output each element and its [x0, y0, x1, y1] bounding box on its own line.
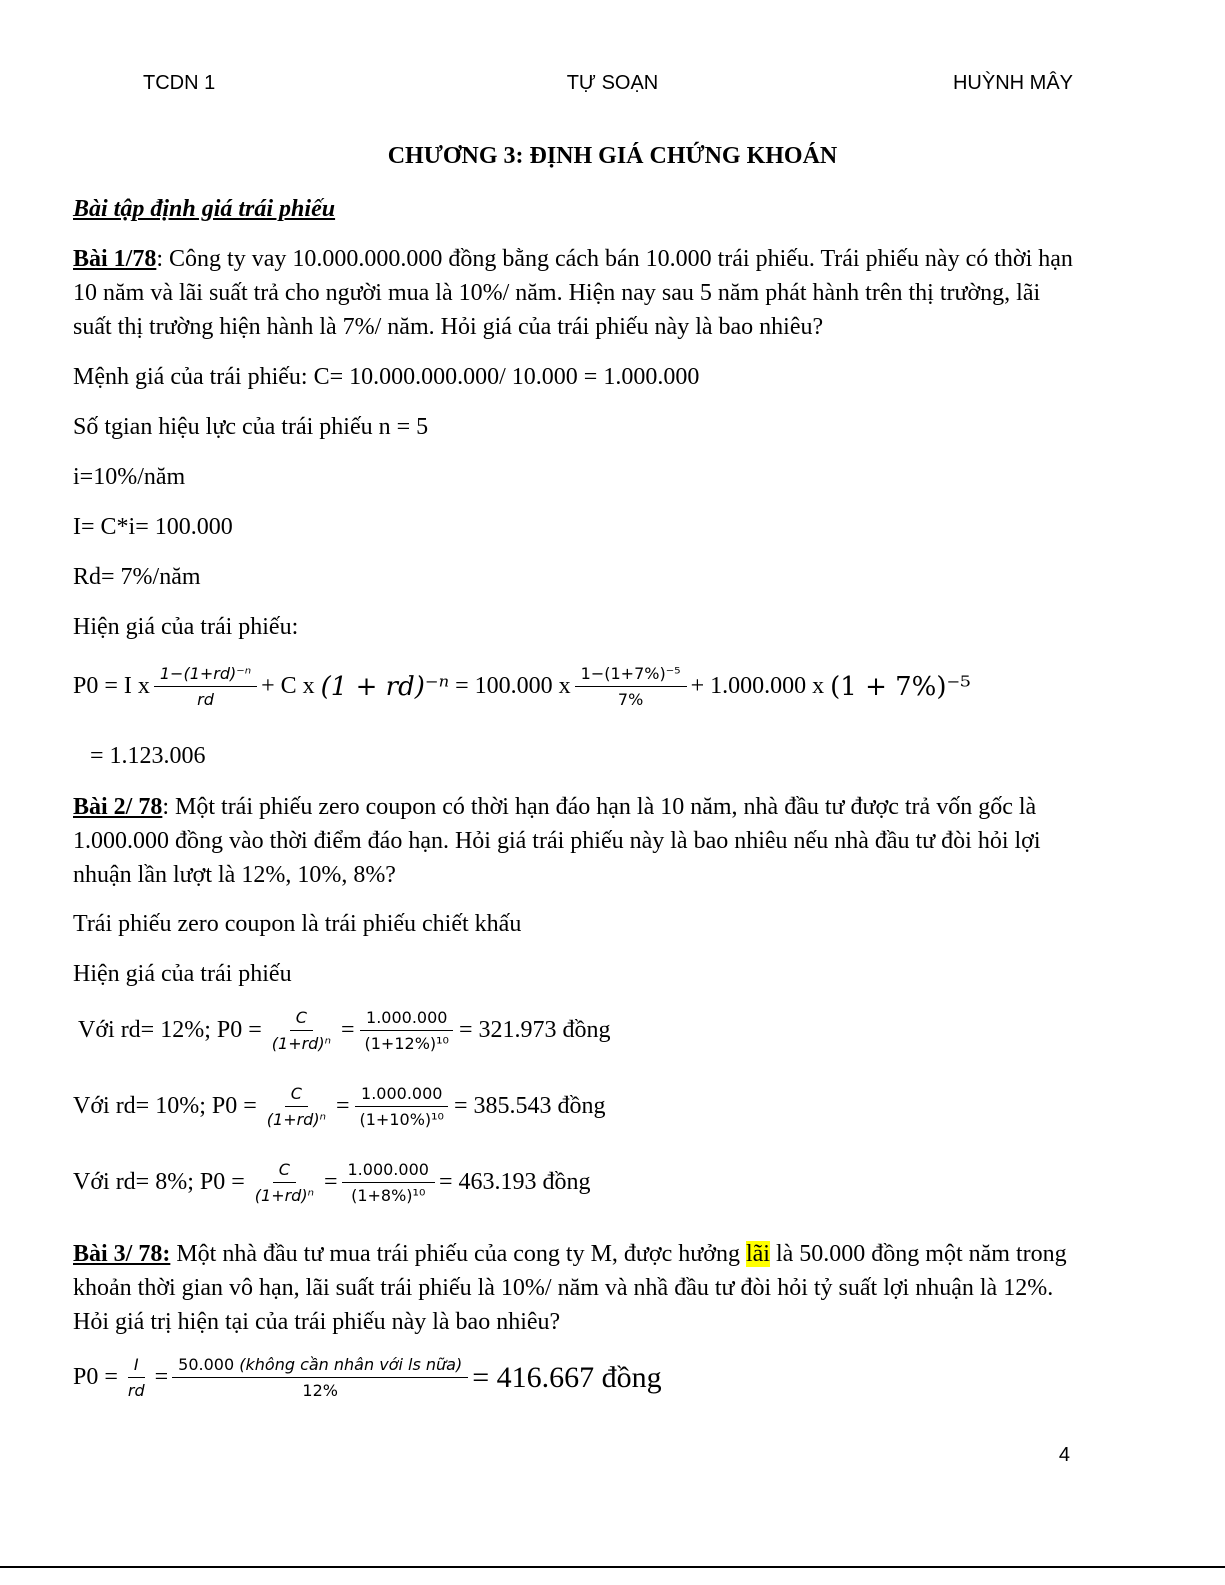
- exercise-3-text: [73, 1237, 1073, 1339]
- denominator: rd: [127, 1381, 145, 1400]
- numerator-note: (không cần nhân với ls nữa): [239, 1355, 463, 1374]
- term-line: Số tgian hiệu lực của trái phiếu n = 5: [73, 414, 429, 440]
- exercise-3-body-a: Một nhà đầu tư mua trái phiếu của cong ty M, được hưởng: [170, 1241, 746, 1267]
- fraction-annuity: [154, 664, 257, 709]
- exercise-2-body: : Một trái phiếu zero coupon có thời hạn đáo hạn là 10 năm, nhà đầu tư được trả vốn gốc là 1.000.000 đồng vào thời điểm đáo hạn. Hỏi giá trái phiếu này là bao nhiêu nếu nhà đầu tư đòi hỏi lợi nhuận lần lượt là 12%, 10%, 8%?: [73, 794, 1041, 888]
- denominator: 12%: [302, 1381, 338, 1400]
- denominator: (1+10%)¹⁰: [359, 1110, 444, 1129]
- denominator: (1+rd)ⁿ: [254, 1186, 314, 1205]
- zero-coupon-note: Trái phiếu zero coupon là trái phiếu chiết khấu: [73, 911, 522, 937]
- fraction: [122, 1355, 151, 1400]
- numerator: C: [273, 1160, 296, 1183]
- denominator: (1+rd)ⁿ: [266, 1110, 326, 1129]
- fraction: [266, 1008, 337, 1053]
- page-number: 4: [1058, 1444, 1070, 1466]
- denominator: (1+12%)¹⁰: [364, 1034, 449, 1053]
- numerator: 1.000.000: [342, 1160, 435, 1183]
- denominator: 7%: [617, 690, 644, 709]
- numerator: I: [128, 1355, 145, 1378]
- header-center: TỰ SOẠN: [566, 72, 659, 94]
- eq-part: Với rd= 12%; P0 =: [78, 1017, 262, 1043]
- header-left: TCDN 1: [143, 72, 216, 94]
- bond-price-result: = 1.123.006: [90, 743, 206, 769]
- eq-part: + C x: [261, 673, 315, 699]
- exercise-3-label: Bài 3/ 78:: [73, 1241, 171, 1267]
- fraction: [342, 1160, 435, 1205]
- denominator: (1+8%)¹⁰: [351, 1186, 426, 1205]
- page-bottom-border: [0, 1566, 1225, 1568]
- fraction: [354, 1084, 450, 1129]
- header-right: HUỲNH MÂY: [952, 72, 1073, 94]
- exercise-1-body: : Công ty vay 10.000.000.000 đồng bằng cách bán 10.000 trái phiếu. Trái phiếu này có thời hạn 10 năm và lãi suất trả cho người mua là 10%/ năm. Hiện nay sau 5 năm phát hành trên thị trường, lãi suất thị trường hiện hành là 7%/ năm. Hỏi giá của trái phiếu này là bao nhiêu?: [73, 246, 1073, 340]
- numerator: 1−(1+rd)⁻ⁿ: [154, 664, 257, 687]
- market-rate-line: Rd= 7%/năm: [73, 564, 201, 590]
- eq-part: + 1.000.000 x: [690, 673, 825, 699]
- fraction: [249, 1160, 320, 1205]
- eq-result: = 321.973 đồng: [458, 1017, 611, 1043]
- eq-result: = 463.193 đồng: [438, 1169, 591, 1195]
- numerator: C: [285, 1084, 308, 1107]
- eq-part: (1 + rd)⁻ⁿ: [320, 671, 450, 702]
- equation-rd-10: Với rd= 10%; P0 = $\frac{C}{\text{(1+rd)ⁿ}}$ = $\frac{1.000.000}{\text{(1+10\%)¹⁰}}$ = 385.543 đồng: [73, 1084, 606, 1129]
- fraction: [359, 1008, 455, 1053]
- section-heading: Bài tập định giá trái phiếu: [73, 196, 336, 222]
- fraction: [172, 1355, 468, 1400]
- numerator: C: [290, 1008, 313, 1031]
- eq-result: = 385.543 đồng: [453, 1093, 606, 1119]
- eq-part: P0 = I x: [73, 673, 150, 699]
- equation-rd-8: Với rd= 8%; P0 = $\frac{C}{\text{(1+rd)ⁿ}}$ = $\frac{1.000.000}{\text{(1+8\%)¹⁰}}$ = 463.193 đồng: [73, 1160, 591, 1205]
- eq-part: P0 =: [73, 1364, 118, 1390]
- denominator: (1+rd)ⁿ: [271, 1034, 331, 1053]
- exercise-1-text: [73, 242, 1073, 344]
- exercise-2-text: [73, 790, 1073, 892]
- equation-rd-12: Với rd= 12%; P0 = $\frac{C}{\text{(1+rd)ⁿ}}$ = $\frac{1.000.000}{\text{(1+12\%)¹⁰}}$ = 321.973 đồng: [78, 1008, 611, 1053]
- perpetuity-equation: P0 = $\frac{I}{rd}$ = $\frac{\text{50.000 (không cần nhân với ls nữa)}}{12\%}$ = 416.667 đồng: [73, 1355, 662, 1400]
- fraction-annuity-values: [575, 664, 687, 709]
- coupon-rate-line: i=10%/năm: [73, 464, 186, 490]
- present-value-heading-2: Hiện giá của trái phiếu: [73, 961, 292, 987]
- eq-part: Với rd= 10%; P0 =: [73, 1093, 257, 1119]
- numerator: 1.000.000: [355, 1084, 448, 1107]
- numerator: 1.000.000: [360, 1008, 453, 1031]
- eq-part: (1 + 7%)⁻⁵: [830, 671, 971, 702]
- eq-part: = 100.000 x: [455, 673, 571, 699]
- face-value-line: Mệnh giá của trái phiếu: C= 10.000.000.000/ 10.000 = 1.000.000: [73, 364, 700, 390]
- eq-result: = 416.667 đồng: [472, 1360, 662, 1394]
- eq-part: Với rd= 8%; P0 =: [73, 1169, 245, 1195]
- bond-price-equation: [73, 664, 971, 709]
- numerator-value: 50.000: [178, 1355, 240, 1374]
- denominator: rd: [197, 690, 214, 709]
- exercise-2-label: Bài 2/ 78: [73, 794, 163, 820]
- fraction: [261, 1084, 332, 1129]
- interest-line: I= C*i= 100.000: [73, 514, 233, 540]
- numerator: 1−(1+7%)⁻⁵: [575, 664, 687, 687]
- present-value-heading: Hiện giá của trái phiếu:: [73, 614, 299, 640]
- exercise-3-body-b: là 50.000 đồng một năm trong khoản thời gian vô hạn, lãi suất trái phiếu là 10%/ năm và nhầ đầu tư đòi hỏi tỷ suất lợi nhuận là 12%. Hỏi giá trị hiện tại của trái phiếu này là bao nhiêu?: [73, 1241, 1067, 1335]
- highlighted-word: lãi: [745, 1241, 770, 1267]
- exercise-1-label: Bài 1/78: [73, 246, 157, 272]
- chapter-title: CHƯƠNG 3: ĐỊNH GIÁ CHỨNG KHOÁN: [387, 143, 838, 169]
